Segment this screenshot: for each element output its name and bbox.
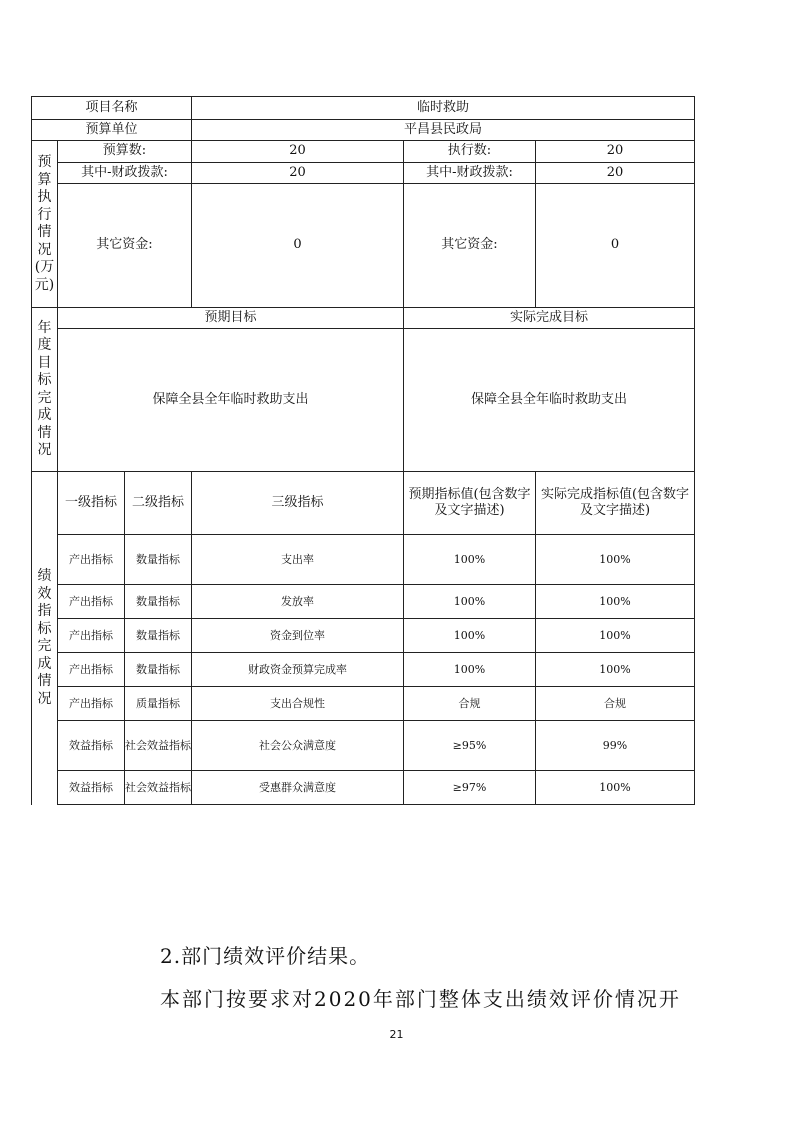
level3-cell: 社会公众满意度 xyxy=(192,721,404,771)
vertical-label-char: 效 xyxy=(37,585,52,602)
expected-value-cell: 100% xyxy=(404,585,536,619)
perf-section-label xyxy=(32,472,58,805)
vertical-label-char: 执 xyxy=(37,189,52,205)
level1-cell: 产出指标 xyxy=(58,585,125,619)
fiscal-label-left: 其中-财政拨款: xyxy=(58,163,192,184)
indicator-row xyxy=(32,721,695,771)
actual-value-cell: 99% xyxy=(536,721,695,771)
vertical-label-char: 况 xyxy=(37,442,52,458)
executed-value: 20 xyxy=(536,141,695,163)
performance-table xyxy=(31,96,695,805)
level2-cell: 数量指标 xyxy=(125,585,192,619)
expected-goal-header: 预期目标 xyxy=(58,308,404,329)
goal-text-row xyxy=(32,329,695,472)
level3-cell: 资金到位率 xyxy=(192,619,404,653)
level3-cell: 发放率 xyxy=(192,585,404,619)
level2-cell: 数量指标 xyxy=(125,619,192,653)
fiscal-label-right: 其中-财政拨款: xyxy=(404,163,536,184)
level3-header: 三级指标 xyxy=(192,472,404,535)
budget-unit-row xyxy=(32,120,695,141)
indicator-row xyxy=(32,535,695,585)
vertical-label-char: 标 xyxy=(37,372,52,388)
level1-cell: 效益指标 xyxy=(58,721,125,771)
vertical-label-char: 行 xyxy=(37,206,52,223)
vertical-label-char: 况 xyxy=(37,241,52,258)
vertical-label-char: 成 xyxy=(37,655,52,672)
vertical-label-char: 情 xyxy=(37,224,52,240)
vertical-label-char: 算 xyxy=(37,171,52,188)
fiscal-value-left: 20 xyxy=(192,163,404,184)
level2-cell: 数量指标 xyxy=(125,535,192,585)
vertical-label-char: 年 xyxy=(37,319,52,336)
actual-value-header: 实际完成指标值(包含数字及文字描述) xyxy=(536,472,695,535)
vertical-label-char: 完 xyxy=(37,389,52,406)
level1-cell: 产出指标 xyxy=(58,535,125,585)
actual-goal-text: 保障全县全年临时救助支出 xyxy=(404,329,695,472)
budget-label: 预算数: xyxy=(58,141,192,163)
expected-value-cell: ≥95% xyxy=(404,721,536,771)
vertical-label-char: (万 xyxy=(34,259,55,275)
fiscal-value-right: 20 xyxy=(536,163,695,184)
other-funds-value-left: 0 xyxy=(192,184,404,308)
level1-cell: 产出指标 xyxy=(58,653,125,687)
level2-header: 二级指标 xyxy=(125,472,192,535)
goal-header-row xyxy=(32,308,695,329)
indicator-row xyxy=(32,771,695,805)
budget-row xyxy=(32,141,695,163)
expected-value-cell: 100% xyxy=(404,653,536,687)
vertical-label-char: 度 xyxy=(37,337,52,353)
level2-cell: 质量指标 xyxy=(125,687,192,721)
fiscal-row xyxy=(32,163,695,184)
budget-unit-label: 预算单位 xyxy=(32,120,192,141)
level3-cell: 支出合规性 xyxy=(192,687,404,721)
level2-cell: 社会效益指标 xyxy=(125,771,192,805)
indicator-row xyxy=(32,687,695,721)
other-funds-row xyxy=(32,184,695,308)
expected-goal-text: 保障全县全年临时救助支出 xyxy=(58,329,404,472)
indicator-row xyxy=(32,585,695,619)
actual-value-cell: 100% xyxy=(536,771,695,805)
indicator-header-row xyxy=(32,472,695,535)
expected-value-cell: ≥97% xyxy=(404,771,536,805)
vertical-label-char: 成 xyxy=(37,407,52,423)
vertical-label-char: 绩 xyxy=(37,568,52,585)
indicator-row xyxy=(32,619,695,653)
level1-cell: 效益指标 xyxy=(58,771,125,805)
goal-section-label xyxy=(32,308,58,472)
project-name-value: 临时救助 xyxy=(192,97,695,120)
project-name-row xyxy=(32,97,695,120)
vertical-label-char: 预 xyxy=(37,154,52,170)
other-funds-label-right: 其它资金: xyxy=(404,184,536,308)
actual-goal-header: 实际完成目标 xyxy=(404,308,695,329)
level2-cell: 数量指标 xyxy=(125,653,192,687)
exec-section-label xyxy=(32,141,58,308)
actual-value-cell: 100% xyxy=(536,535,695,585)
level1-cell: 产出指标 xyxy=(58,687,125,721)
actual-value-cell: 合规 xyxy=(536,687,695,721)
vertical-label-char: 元) xyxy=(34,276,55,293)
vertical-label-char: 标 xyxy=(37,620,52,637)
expected-value-cell: 100% xyxy=(404,619,536,653)
vertical-label-char: 情 xyxy=(37,424,52,441)
vertical-label-char: 情 xyxy=(37,673,52,690)
vertical-label-char: 完 xyxy=(37,638,52,655)
other-funds-value-right: 0 xyxy=(536,184,695,308)
body-paragraph: 本部门按要求对2020年部门整体支出绩效评价情况开 xyxy=(160,987,681,1011)
budget-unit-value: 平昌县民政局 xyxy=(192,120,695,141)
vertical-label-char: 目 xyxy=(37,354,52,371)
level3-cell: 财政资金预算完成率 xyxy=(192,653,404,687)
other-funds-label-left: 其它资金: xyxy=(58,184,192,308)
executed-label: 执行数: xyxy=(404,141,536,163)
page-number: 21 xyxy=(389,1028,404,1041)
level1-cell: 产出指标 xyxy=(58,619,125,653)
actual-value-cell: 100% xyxy=(536,653,695,687)
expected-value-header: 预期指标值(包含数字及文字描述) xyxy=(404,472,536,535)
section-heading: 2.部门绩效评价结果。 xyxy=(160,944,371,968)
level3-cell: 支出率 xyxy=(192,535,404,585)
expected-value-cell: 100% xyxy=(404,535,536,585)
level2-cell: 社会效益指标 xyxy=(125,721,192,771)
level1-header: 一级指标 xyxy=(58,472,125,535)
budget-value: 20 xyxy=(192,141,404,163)
level3-cell: 受惠群众满意度 xyxy=(192,771,404,805)
vertical-label-char: 况 xyxy=(37,690,52,707)
actual-value-cell: 100% xyxy=(536,619,695,653)
project-name-label: 项目名称 xyxy=(32,97,192,120)
expected-value-cell: 合规 xyxy=(404,687,536,721)
indicator-row xyxy=(32,653,695,687)
actual-value-cell: 100% xyxy=(536,585,695,619)
vertical-label-char: 指 xyxy=(37,603,52,620)
